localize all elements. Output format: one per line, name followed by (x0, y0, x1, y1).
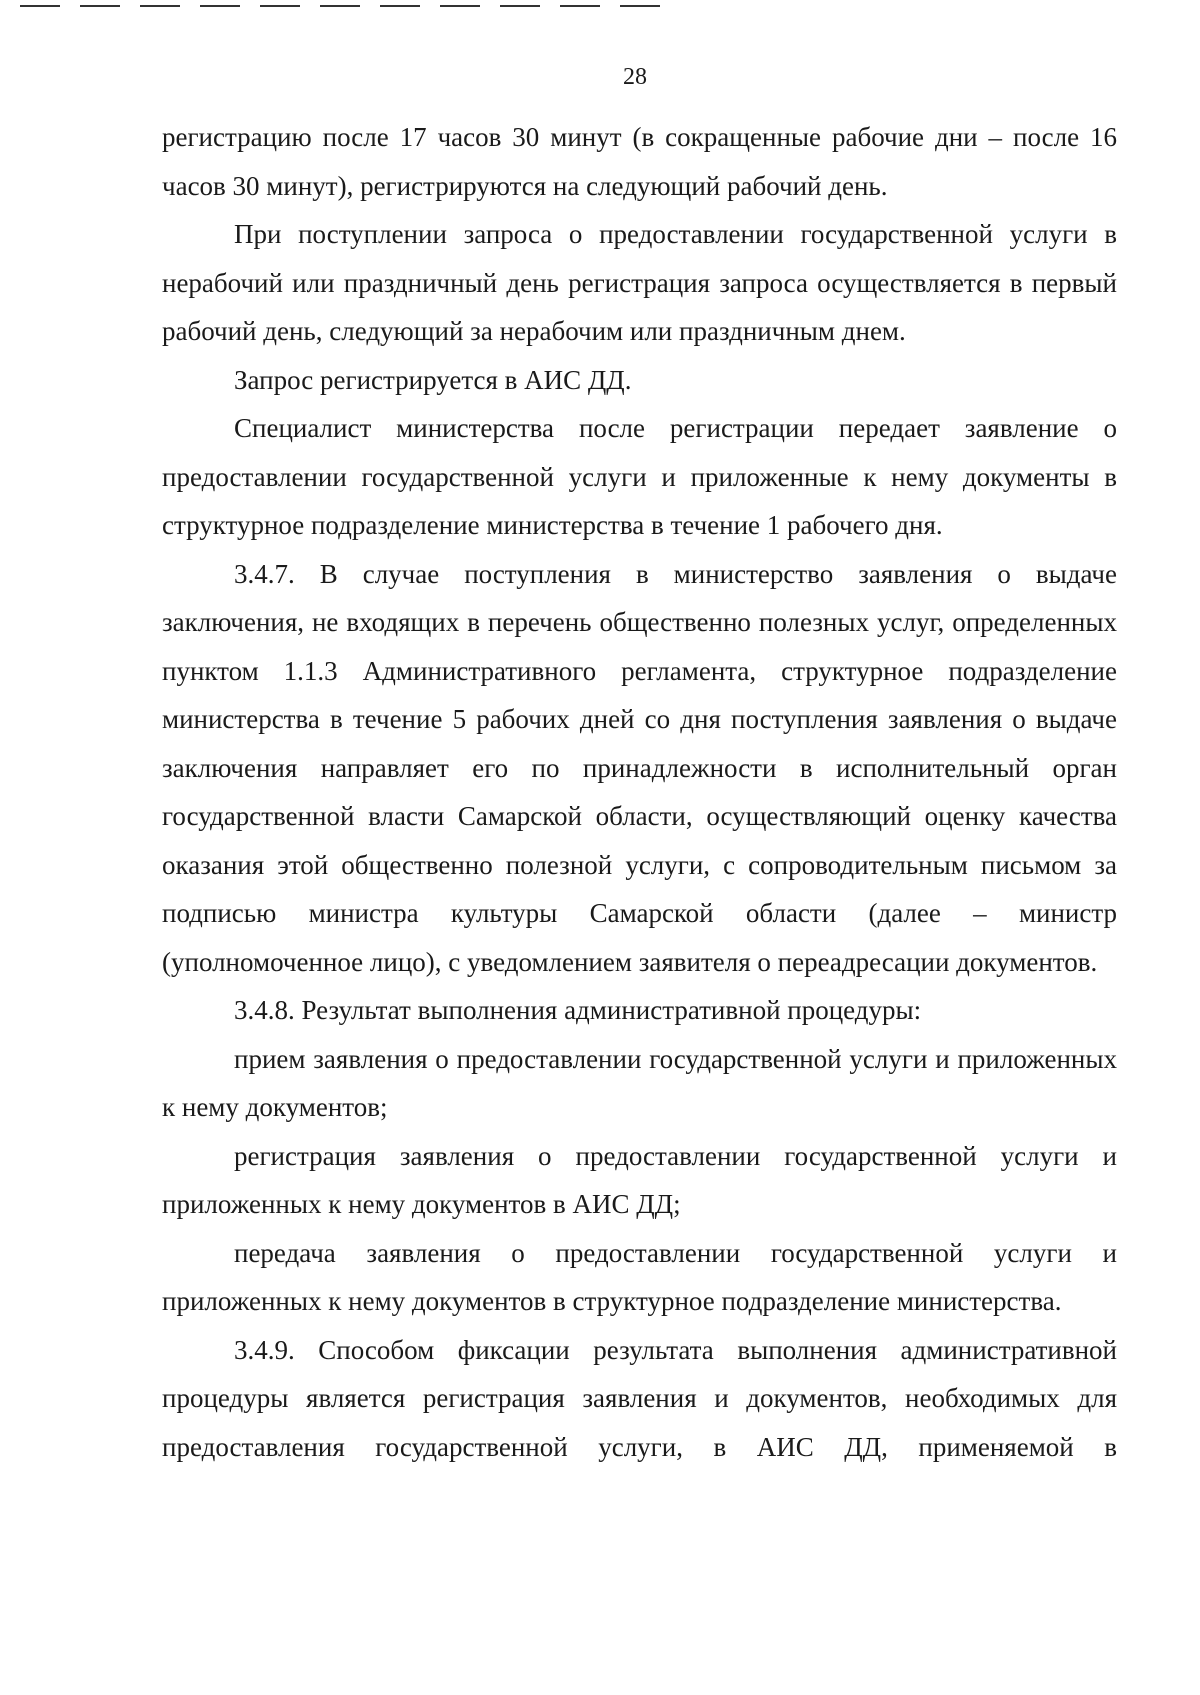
page-number: 28 (623, 64, 647, 90)
paragraph-ais-registration: Запрос регистрируется в АИС ДД. (234, 364, 632, 395)
paragraph-3-4-8: 3.4.8. Результат выполнения административной процедуры: (234, 995, 922, 1025)
document-body (162, 113, 1117, 1471)
paragraph-nonworking-day: При поступлении запроса о предоставлении государственной услуги в нерабочий или праздничный день регистрация запроса осуществляется в первый рабочий день, следующий за нерабочим или праздничным днем. (162, 219, 1117, 346)
paragraph-specialist-transfer: Специалист министерства после регистрации передает заявление о предоставлении государственной услуги и приложенные к нему документы в структурное подразделение министерства в течение 1 рабочего дня. (162, 413, 1117, 540)
top-edge-dashes (0, 0, 680, 12)
paragraph-3-4-7: 3.4.7. В случае поступления в министерство заявления о выдаче заключения, не входящих в перечень общественно полезных услуг, определенных пунктом 1.1.3 Административного регламента, структурное подразделение министерства в течение 5 рабочих дней со дня поступления заявления о выдаче заключения направляет его по принадлежности в исполнительный орган государственной власти Самарской области, осуществляющий оценку качества оказания этой общественно полезной услуги, с сопроводительным письмом за подписью министра культуры Самарской области (далее – министр (уполномоченное лицо), с уведомлением заявителя о переадресации документов. (162, 558, 1117, 977)
paragraph-result-registration: регистрация заявления о предоставлении государственной услуги и приложенных к нему документов в АИС ДД; (162, 1140, 1117, 1219)
paragraph-result-acceptance: прием заявления о предоставлении государственной услуги и приложенных к нему документов; (162, 1043, 1117, 1122)
paragraph-result-transfer: передача заявления о предоставлении государственной услуги и приложенных к нему документов в структурное подразделение министерства. (162, 1237, 1117, 1316)
paragraph-continuation: регистрацию после 17 часов 30 минут (в сокращенные рабочие дни – после 16 часов 30 минут), регистрируются на следующий рабочий день. (162, 122, 1117, 201)
paragraph-3-4-9: 3.4.9. Способом фиксации результата выполнения административной процедуры является регистрация заявления и документов, необходимых для предоставления государственной услуги, в АИС ДД, применяемой в (162, 1334, 1117, 1462)
